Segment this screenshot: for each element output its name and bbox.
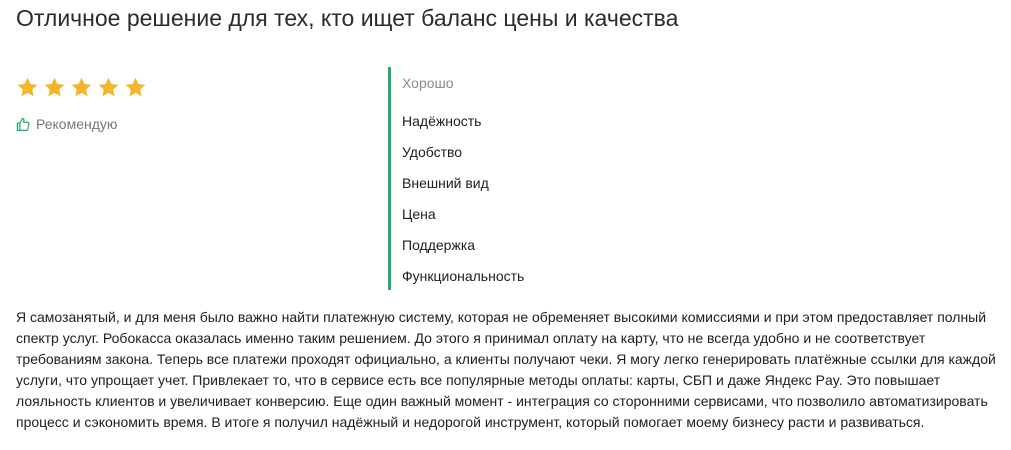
criteria-item: Внешний вид: [402, 175, 489, 191]
criteria-item: Функциональность: [402, 268, 525, 284]
criteria-item: Надёжность: [402, 113, 482, 129]
star-rating: [16, 76, 147, 99]
criteria-item: Поддержка: [402, 237, 476, 253]
criteria-list: [402, 112, 524, 298]
thumbs-up-icon: [16, 116, 31, 132]
criteria-item: Цена: [402, 206, 436, 222]
criteria-heading: Хорошо: [402, 75, 454, 91]
criteria-item: Удобство: [402, 144, 463, 160]
star-icon: [124, 76, 147, 99]
review-text: Я самозанятый, и для меня было важно найти платежную систему, которая не обременяет высокими комиссиями и при этом предоставляет полный спектр услуг. Робокасса оказалась именно таким решением. До этого я принимал оплату на карту, что не всегда удобно и не соответствует требованиям закона. Теперь все платежи проходят официально, а клиенты получают чеки. Я могу легко генерировать платёжные ссылки для каждой услуги, что упрощает учет. Привлекает то, что в сервисе есть все популярные методы оплаты: карты, СБП и даже Яндекс Pay. Это повышает лояльность клиентов и увеличивает конверсию. Еще один важный момент - интеграция со сторонними сервисами, что позволило автоматизировать процесс и сэкономить время. В итоге я получил надёжный и недорогой инструмент, который помогает моему бизнесу расти и развиваться.: [16, 309, 996, 430]
star-icon: [97, 76, 120, 99]
star-icon: [43, 76, 66, 99]
review-title: Отличное решение для тех, кто ищет баланс цены и качества: [16, 5, 679, 31]
star-icon: [70, 76, 93, 99]
criteria-panel: [388, 67, 688, 290]
star-icon: [16, 76, 39, 99]
recommend-label: Рекомендую: [36, 116, 118, 132]
recommend-badge: [16, 116, 117, 132]
